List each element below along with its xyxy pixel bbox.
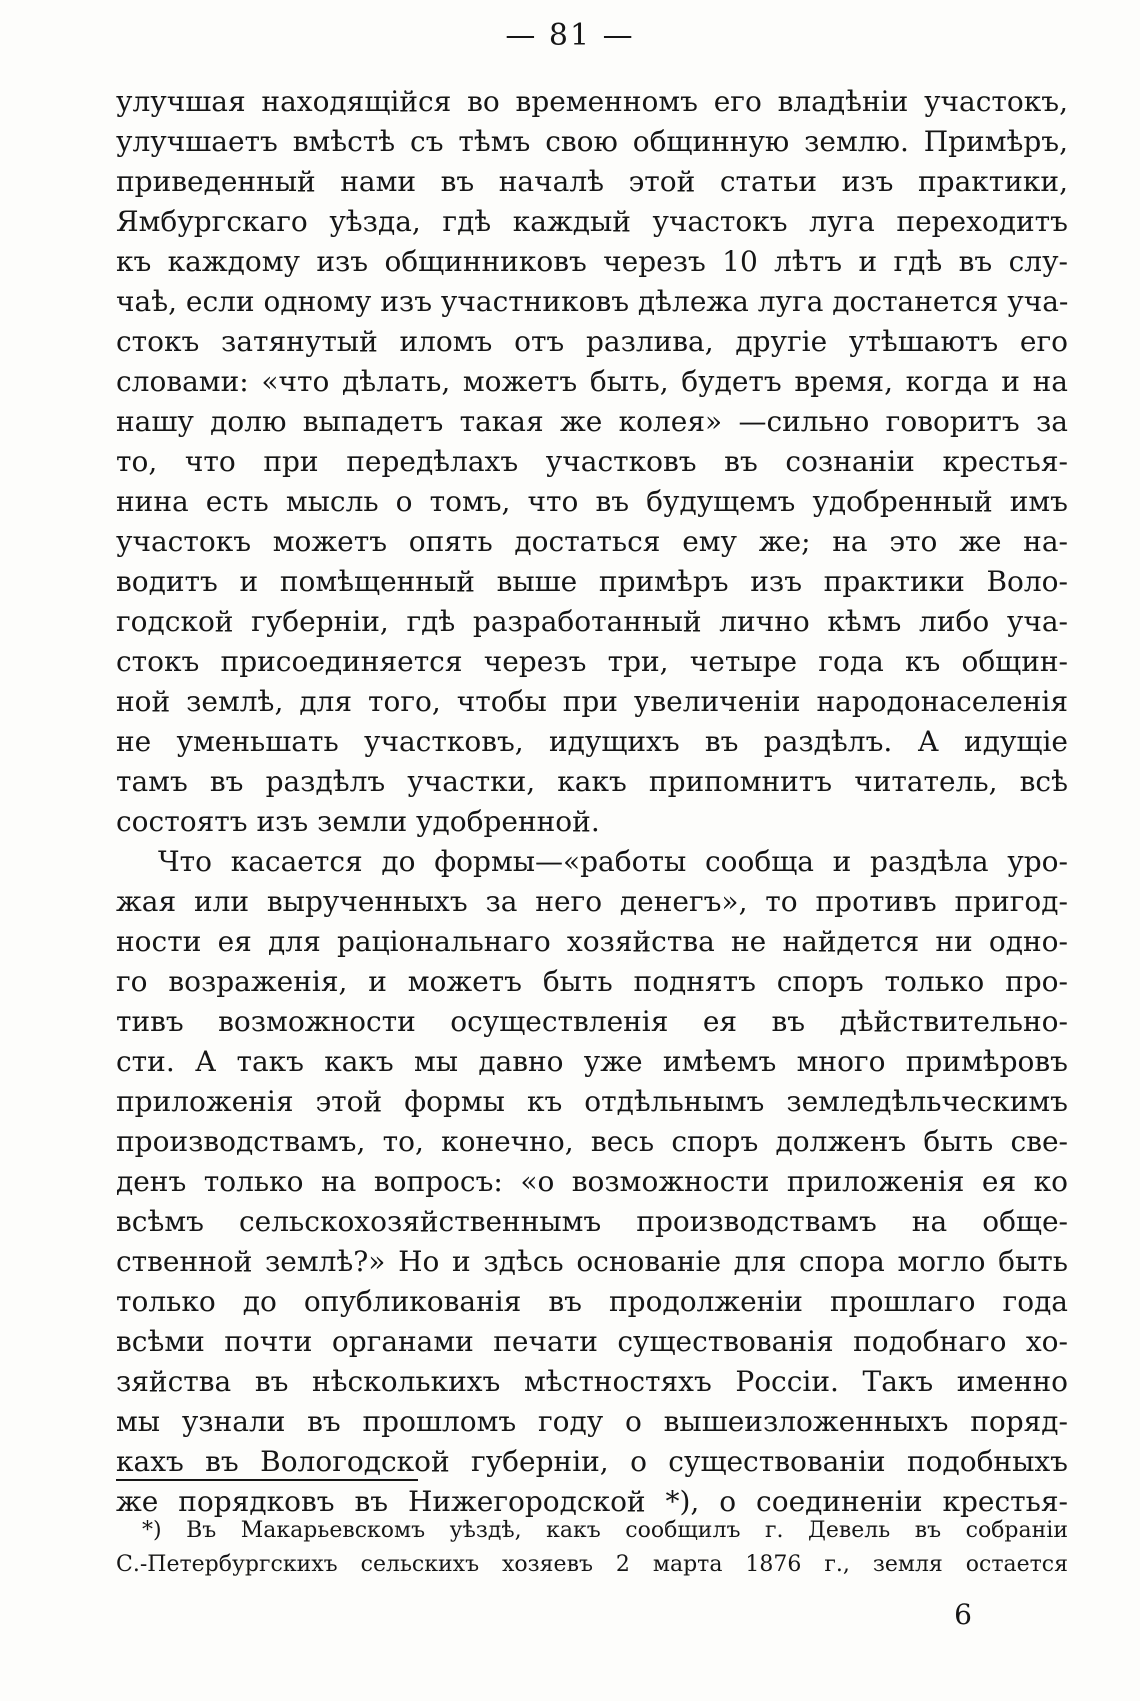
signature-mark: 6 (954, 1598, 972, 1631)
text-line: стокъ затянутый иломъ отъ разлива, другіе утѣшаютъ его (116, 325, 1068, 358)
text-line: приведенный нами въ началѣ этой статьи изъ практики, (116, 165, 1068, 198)
text-line: всѣми почти органами печати существованія подобнаго хо- (116, 1325, 1068, 1358)
text-line: тамъ въ раздѣлъ участки, какъ припомнитъ читатель, всѣ (116, 765, 1068, 798)
text-line: годской губерніи, гдѣ разработанный лично кѣмъ либо уча- (116, 605, 1068, 638)
text-line: не уменьшать участковъ, идущихъ въ раздѣлъ. А идущіе (116, 725, 1068, 758)
text-line: чаѣ, если одному изъ участниковъ дѣлежа луга достанется уча- (116, 285, 1068, 318)
footnote-separator (116, 1479, 418, 1481)
text-line: къ каждому изъ общинниковъ черезъ 10 лѣтъ и гдѣ въ слу- (116, 245, 1068, 278)
paragraph-start-line: Что касается до формы—«работы сообща и раздѣла уро- (158, 845, 1068, 878)
text-line: сти. А такъ какъ мы давно уже имѣемъ много примѣровъ (116, 1045, 1068, 1078)
text-line: тивъ возможности осуществленія ея въ дѣйствительно- (116, 1005, 1068, 1038)
text-line: го возраженія, и можетъ быть поднятъ споръ только про- (116, 965, 1068, 998)
text-line: ной землѣ, для того, чтобы при увеличеніи народонаселенія (116, 685, 1068, 718)
text-line: жая или вырученныхъ за него денегъ», то противъ пригод- (116, 885, 1068, 918)
text-line: кахъ въ Вологодской губерніи, о существованіи подобныхъ (116, 1445, 1068, 1478)
text-line: нашу долю выпадетъ такая же колея» —сильно говоритъ за (116, 405, 1068, 438)
paragraph-end-line: состоятъ изъ земли удобренной. (116, 805, 600, 838)
text-line: улучшая находящійся во временномъ его владѣніи участокъ, (116, 85, 1068, 118)
text-line: участокъ можетъ опять достаться ему же; на это же на- (116, 525, 1068, 558)
text-line: водитъ и помѣщенный выше примѣръ изъ практики Воло- (116, 565, 1068, 598)
text-line: денъ только на вопросъ: «о возможности приложенія ея ко (116, 1165, 1068, 1198)
page-number: — 81 — (505, 18, 635, 53)
text-line: мы узнали въ прошломъ году о вышеизложенныхъ поряд- (116, 1405, 1068, 1438)
text-line: же порядковъ въ Нижегородской *), о соединеніи крестья- (116, 1485, 1068, 1518)
text-line: то, что при передѣлахъ участковъ въ сознаніи крестья- (116, 445, 1068, 478)
text-line: ственной землѣ?» Но и здѣсь основаніе для спора могло быть (116, 1245, 1068, 1278)
text-line: зяйства въ нѣсколькихъ мѣстностяхъ Россіи. Такъ именно (116, 1365, 1068, 1398)
text-line: приложенія этой формы къ отдѣльнымъ земледѣльческимъ (116, 1085, 1068, 1118)
text-line: ности ея для раціональнаго хозяйства не найдется ни одно- (116, 925, 1068, 958)
body-text (116, 82, 1068, 1522)
text-line: всѣмъ сельскохозяйственнымъ производствамъ на обще- (116, 1205, 1068, 1238)
footnote (116, 1514, 1068, 1582)
text-line: только до опубликованія въ продолженіи прошлаго года (116, 1285, 1068, 1318)
text-line: нина есть мысль о томъ, что въ будущемъ удобренный имъ (116, 485, 1068, 518)
text-line: Ямбургскаго уѣзда, гдѣ каждый участокъ луга переходитъ (116, 205, 1068, 238)
text-line: улучшаетъ вмѣстѣ съ тѣмъ свою общинную землю. Примѣръ, (116, 125, 1068, 158)
footnote-line: С.-Петербургскихъ сельскихъ хозяевъ 2 марта 1876 г., земля остается (116, 1552, 1068, 1577)
text-line: стокъ присоединяется черезъ три, четыре года къ общин- (116, 645, 1068, 678)
footnote-line: *) Въ Макарьевскомъ уѣздѣ, какъ сообщилъ г. Девель въ собраніи (142, 1518, 1068, 1543)
text-line: словами: «что дѣлать, можетъ быть, будетъ время, когда и на (116, 365, 1068, 398)
text-line: производствамъ, то, конечно, весь споръ долженъ быть све- (116, 1125, 1068, 1158)
